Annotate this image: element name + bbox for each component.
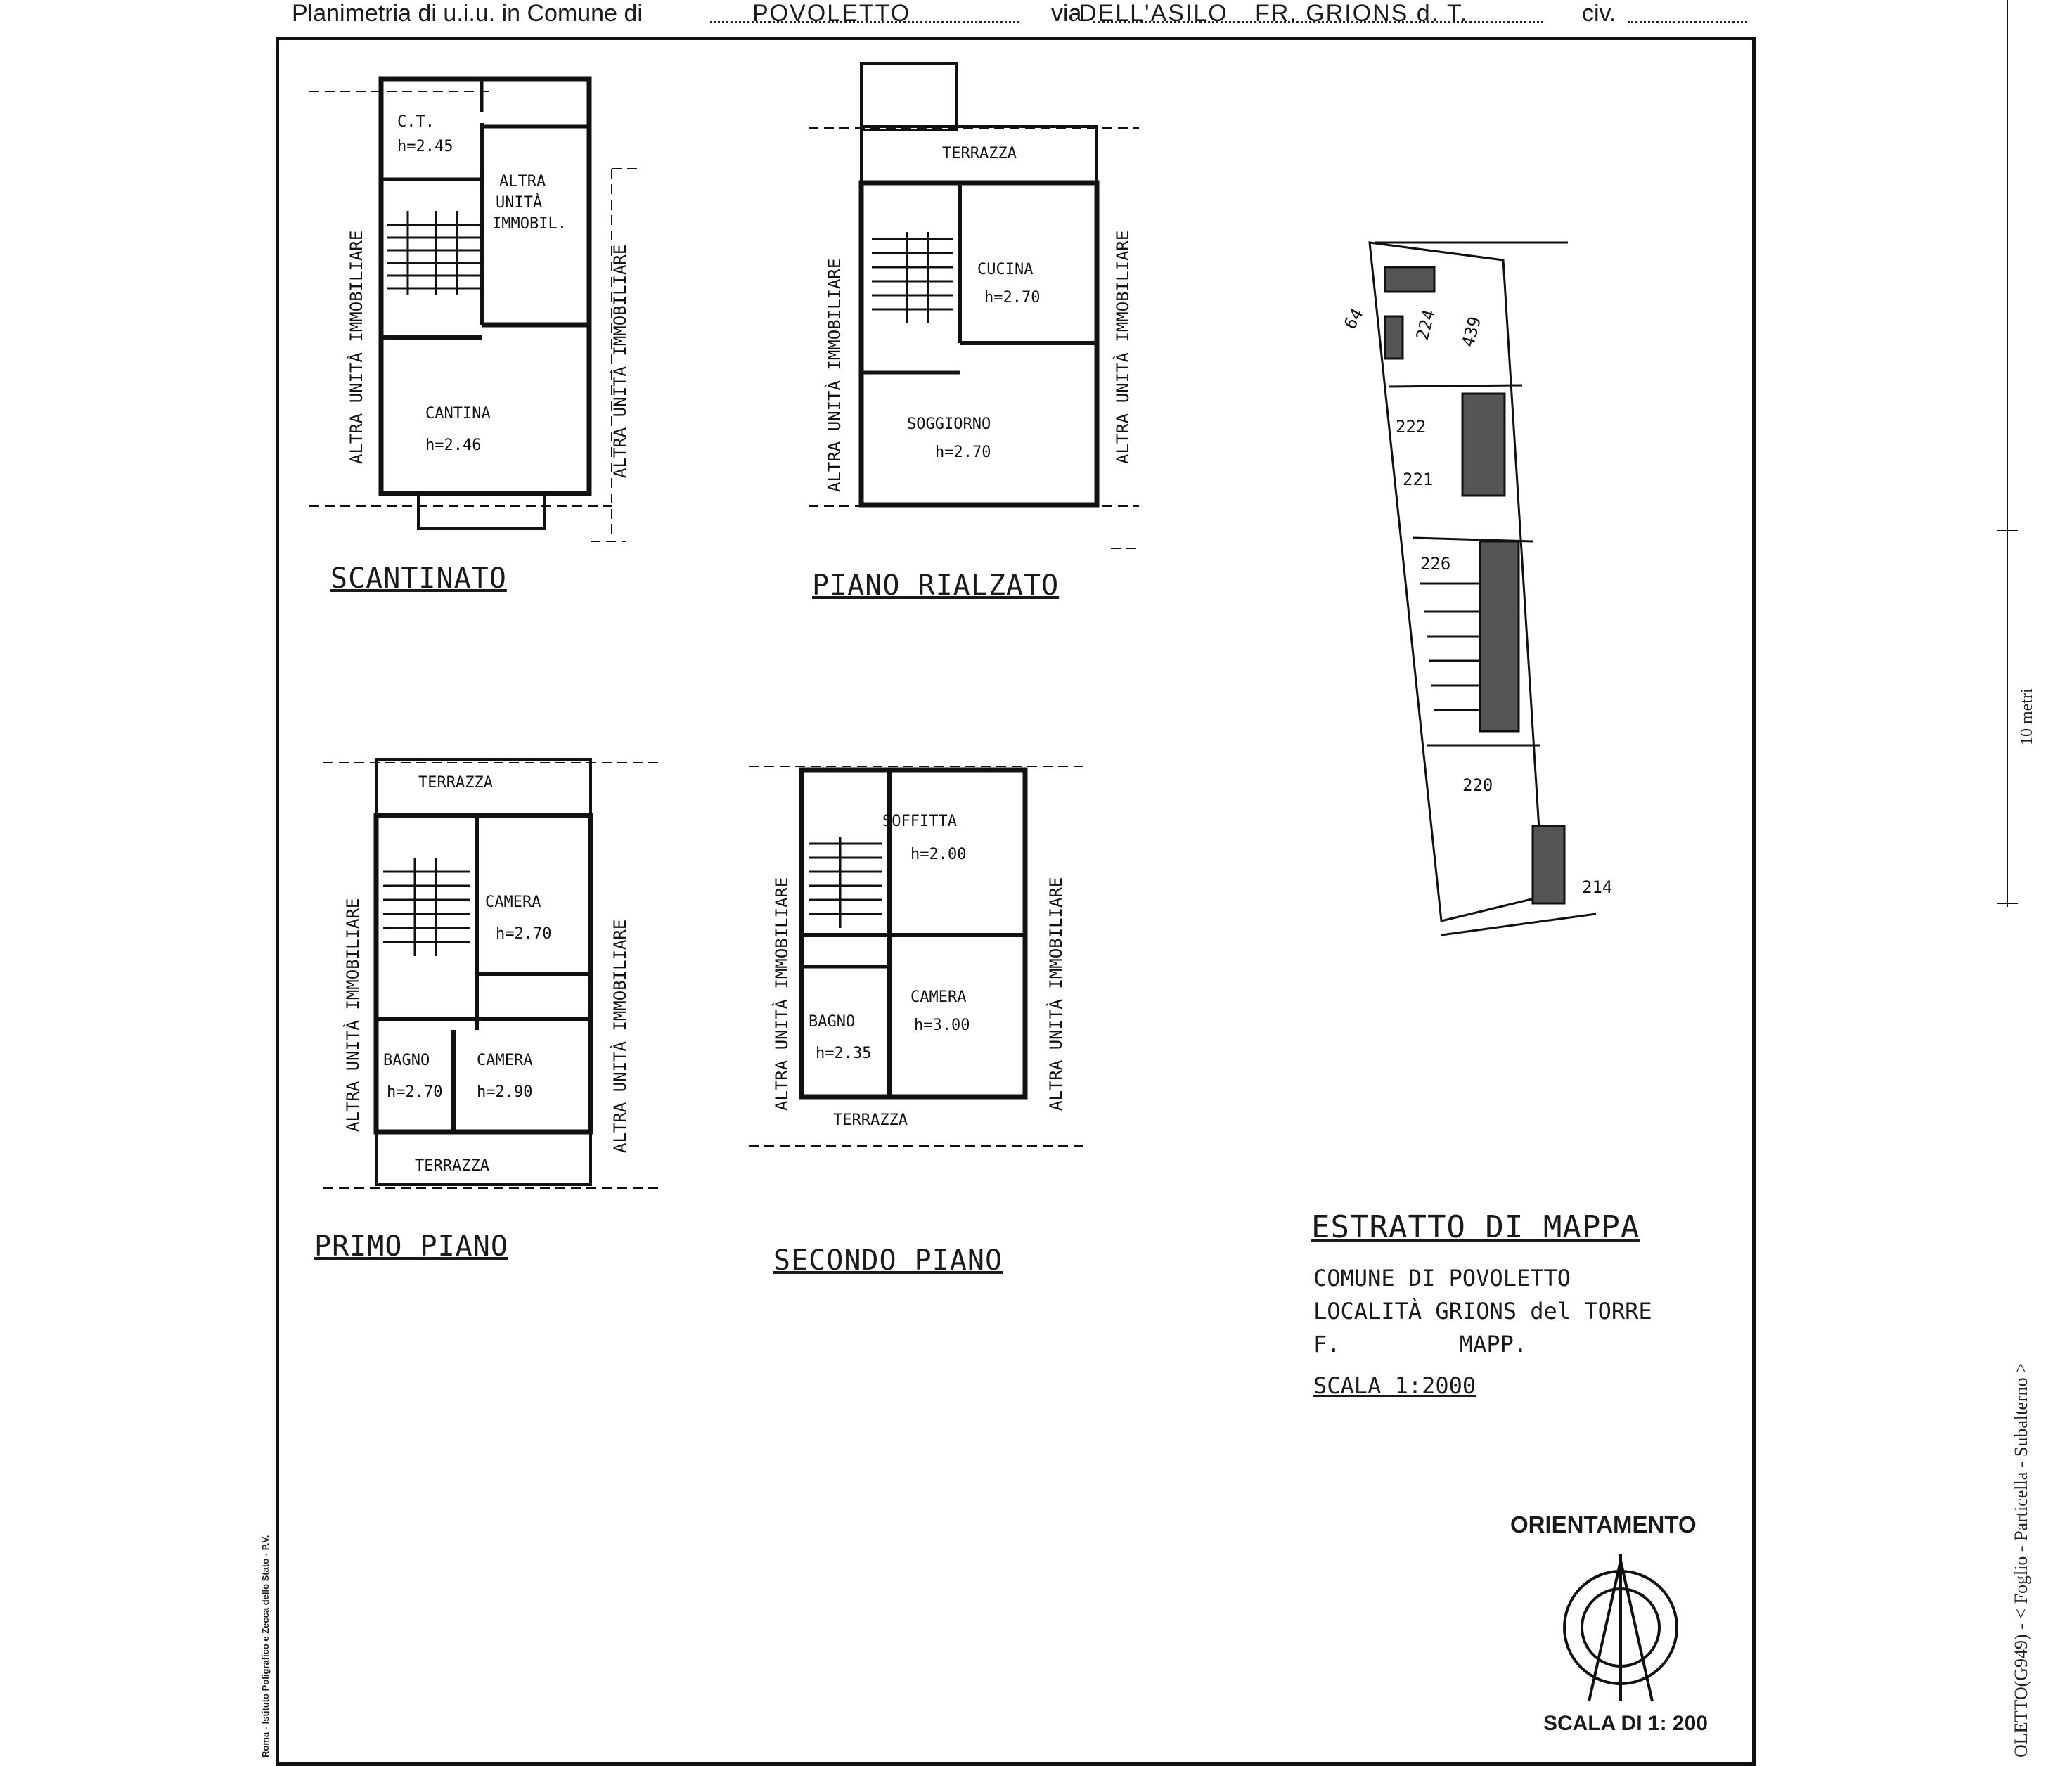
room-label: h=2.35	[816, 1045, 872, 1062]
side-label: ALTRA UNITÀ IMMOBILIARE	[347, 230, 366, 464]
mappale-label: MAPP.	[1459, 1331, 1528, 1358]
side-label: ALTRA UNITÀ IMMOBILIARE	[610, 244, 630, 478]
parcel-number: 222	[1396, 417, 1427, 437]
margin-left-text: Roma - Istituto Poligrafico e Zecca dello Stato - P.V.	[260, 1535, 271, 1758]
room-label: IMMOBIL.	[492, 215, 567, 233]
map-title: ESTRATTO DI MAPPA	[1311, 1209, 1640, 1245]
orientation-label: ORIENTAMENTO	[1510, 1512, 1697, 1538]
room-label: h=2.70	[387, 1083, 443, 1101]
room-label: h=2.70	[935, 444, 991, 461]
map-line-localita: LOCALITÀ GRIONS del TORRE	[1313, 1298, 1652, 1324]
room-label: CAMERA	[910, 988, 967, 1006]
room-label: ALTRA	[499, 173, 546, 191]
margin-ruler-label: 10 metri	[2018, 688, 2036, 745]
room-label: TERRAZZA	[833, 1111, 908, 1129]
room-label: BAGNO	[383, 1052, 430, 1069]
room-label: h=2.45	[397, 138, 453, 155]
via-label: via	[1051, 0, 1082, 27]
map-extract-drawing	[1370, 243, 1596, 935]
margin-right-text: OLETTO(G949) - < Foglio - Particella - Subalterno >	[2011, 1362, 2031, 1758]
side-label: ALTRA UNITÀ IMMOBILIARE	[1113, 230, 1133, 464]
map-scale: SCALA 1:2000	[1313, 1372, 1476, 1399]
room-label: CUCINA	[977, 261, 1034, 278]
room-label: CAMERA	[477, 1052, 533, 1069]
orientation-scale: SCALA DI 1: 200	[1543, 1712, 1708, 1735]
via-value: DELL'ASILO	[1079, 0, 1228, 27]
plan-label: Planimetria di u.i.u. in Comune di	[292, 0, 643, 27]
side-label: ALTRA UNITÀ IMMOBILIARE	[610, 919, 630, 1153]
room-label: h=2.46	[425, 437, 482, 454]
map-line-foglio	[1313, 1328, 1652, 1361]
room-label: h=2.70	[496, 925, 552, 943]
room-label: UNITÀ	[496, 194, 543, 212]
room-label: h=2.90	[477, 1083, 533, 1101]
room-label: C.T.	[397, 113, 435, 131]
fr-value: FR. GRIONS d. T.	[1255, 0, 1469, 27]
room-label: h=2.70	[984, 289, 1041, 307]
parcel-number: 214	[1582, 877, 1613, 897]
map-legend	[1313, 1262, 1652, 1403]
parcel-number: 439	[1458, 314, 1486, 349]
comune-value: POVOLETTO	[752, 0, 911, 27]
civ-label: civ.	[1582, 0, 1616, 27]
room-label: TERRAZZA	[415, 1157, 489, 1175]
room-label: TERRAZZA	[418, 774, 493, 792]
room-label: CAMERA	[485, 894, 541, 911]
room-label: h=3.00	[914, 1017, 970, 1034]
room-label: CANTINA	[425, 405, 491, 423]
scantinato-title: SCANTINATO	[330, 562, 507, 595]
side-label: ALTRA UNITÀ IMMOBILIARE	[772, 877, 792, 1111]
map-line-comune: COMUNE DI POVOLETTO	[1313, 1265, 1571, 1291]
side-label: ALTRA UNITÀ IMMOBILIARE	[825, 258, 844, 492]
orientation-compass	[1564, 1554, 1677, 1701]
piano-rialzato-title: PIANO RIALZATO	[812, 569, 1060, 602]
room-label: h=2.00	[910, 846, 967, 863]
parcel-number: 220	[1462, 775, 1493, 795]
foglio-label: F.	[1313, 1331, 1341, 1358]
side-label: ALTRA UNITÀ IMMOBILIARE	[1046, 877, 1066, 1111]
side-label: ALTRA UNITÀ IMMOBILIARE	[343, 898, 363, 1132]
parcel-number: 226	[1420, 554, 1451, 574]
piano-rialzato-plan	[809, 63, 1139, 548]
parcel-number: 64	[1339, 304, 1368, 333]
room-label: BAGNO	[809, 1013, 856, 1031]
room-label: TERRAZZA	[942, 145, 1017, 162]
room-label: SOGGIORNO	[907, 415, 991, 433]
secondo-piano-title: SECONDO PIANO	[773, 1244, 1003, 1277]
primo-piano-title: PRIMO PIANO	[314, 1230, 508, 1263]
room-label: SOFFITTA	[882, 813, 957, 830]
parcel-number: 224	[1412, 307, 1440, 342]
parcel-number: 221	[1403, 470, 1434, 489]
